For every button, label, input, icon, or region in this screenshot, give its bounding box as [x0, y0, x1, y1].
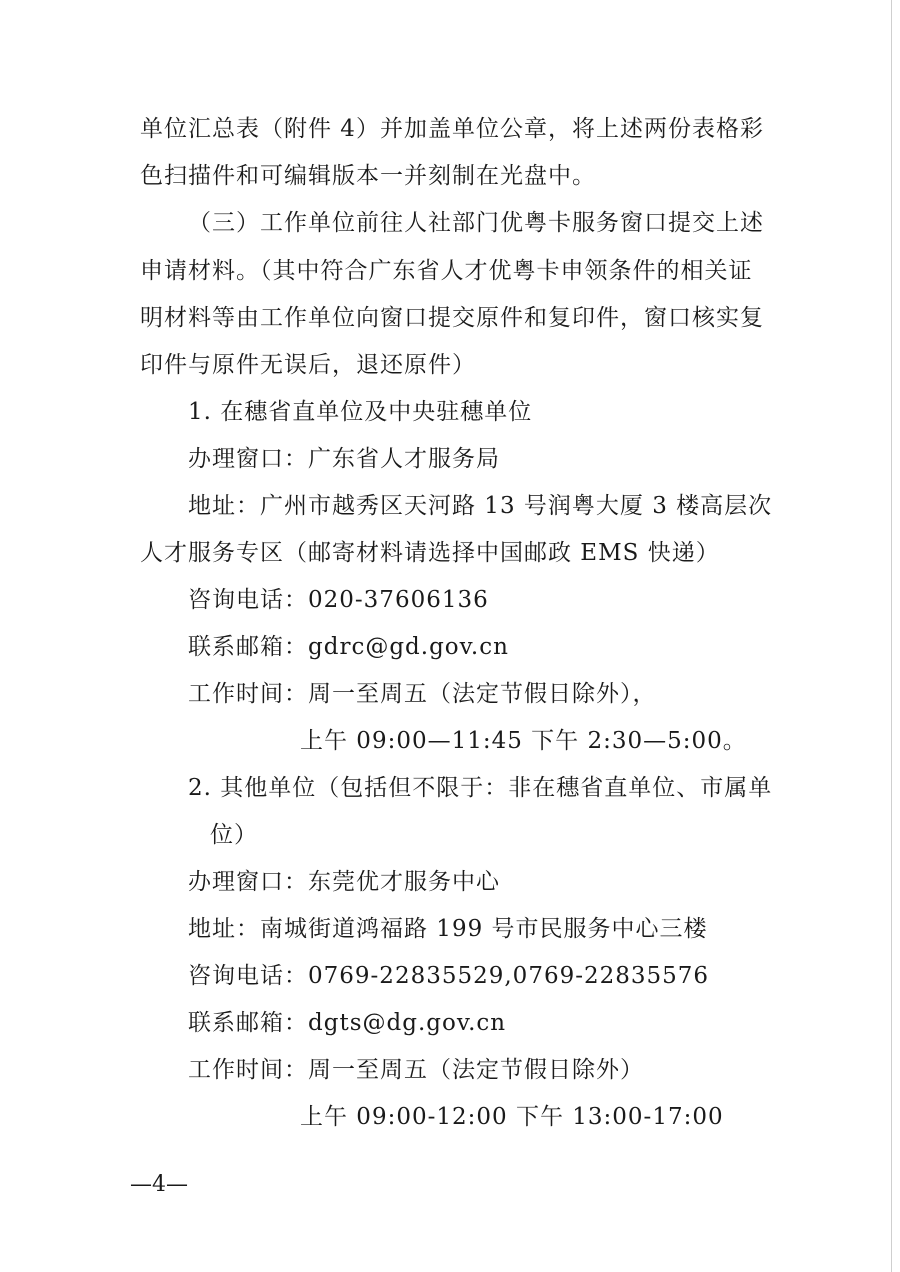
text-line: 工作时间：周一至周五（法定节假日除外）: [188, 1057, 644, 1083]
page-number: —4—: [130, 1172, 188, 1197]
text-line: 位）: [210, 822, 258, 848]
text-line: 单位汇总表（附件 4）并加盖单位公章，将上述两份表格彩: [140, 116, 764, 142]
text-line: 色扫描件和可编辑版本一并刻制在光盘中。: [140, 163, 596, 189]
text-line: 上午 09:00-12:00 下午 13:00-17:00: [300, 1104, 724, 1130]
subsection-heading: 2. 其他单位（包括但不限于：非在穗省直单位、市属单: [188, 775, 773, 801]
text-line: 联系邮箱：gdrc@gd.gov.cn: [188, 634, 509, 660]
text-line: 申请材料。（其中符合广东省人才优粤卡申领条件的相关证: [140, 258, 753, 284]
text-line: 印件与原件无误后，退还原件）: [140, 352, 476, 378]
subsection-heading: 1. 在穗省直单位及中央驻穗单位: [188, 399, 533, 425]
text-line: 咨询电话：0769-22835529,0769-22835576: [188, 963, 710, 989]
text-line: 办理窗口：东莞优才服务中心: [188, 869, 500, 895]
text-line: 咨询电话：020-37606136: [188, 587, 489, 613]
text-line: 办理窗口：广东省人才服务局: [188, 446, 500, 472]
text-line: 地址：广州市越秀区天河路 13 号润粤大厦 3 楼高层次: [188, 493, 773, 519]
text-line: 明材料等由工作单位向窗口提交原件和复印件，窗口核实复: [140, 305, 764, 331]
text-line: 联系邮箱：dgts@dg.gov.cn: [188, 1010, 507, 1036]
section-heading: （三）工作单位前往人社部门优粤卡服务窗口提交上述: [188, 210, 764, 236]
text-line: 上午 09:00—11:45 下午 2:30—5:00。: [300, 728, 747, 754]
scan-edge-line: [891, 0, 892, 1272]
text-line: 人才服务专区（邮寄材料请选择中国邮政 EMS 快递）: [140, 540, 720, 566]
text-line: 地址：南城街道鸿福路 199 号市民服务中心三楼: [188, 916, 708, 942]
text-line: 工作时间：周一至周五（法定节假日除外），: [188, 681, 657, 707]
